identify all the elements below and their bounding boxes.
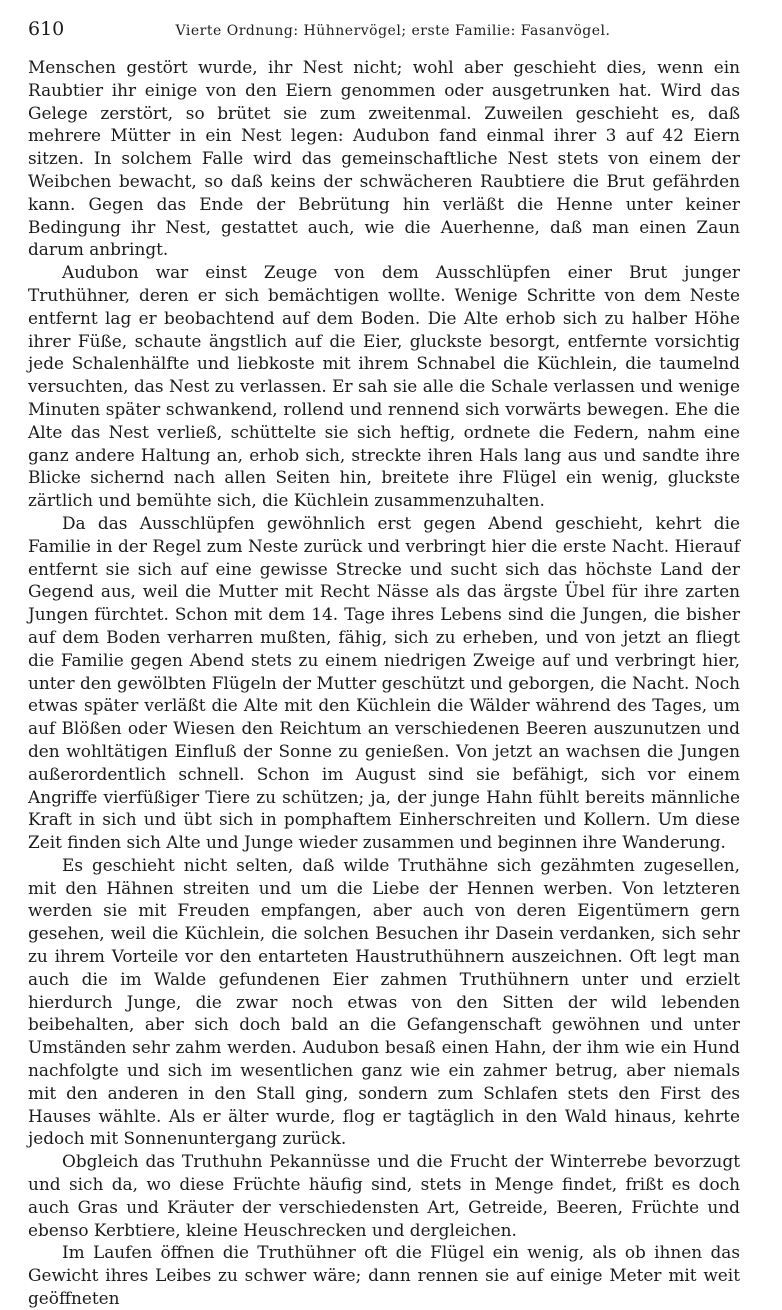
paragraph: Audubon war einst Zeuge von dem Ausschlüpfen einer Brut junger Truthühner, deren er sich bemächtigen wollte. Wenige Schritte von dem Neste entfernt lag er beobachtend auf dem Boden. Die Alte erhob sich zu halber Höhe ihrer Füße, schaute ängstlich auf die Eier, gluckste besorgt, entfernte vorsichtig jede Schalenhälfte und liebkoste mit ihrem Schnabel die Küchlein, die taumelnd versuchten, das Nest zu verlassen. Er sah sie alle die Schale verlassen und wenige Minuten später schwankend, rollend und rennend sich vorwärts bewegen. Ehe die Alte das Nest verließ, schüttelte sie sich heftig, ordnete die Federn, nahm eine ganz andere Haltung an, erhob sich, streckte ihren Hals lang aus und sandte ihre Blicke sichernd nach allen Seiten hin, breitete ihre Flügel ein wenig, gluckste zärtlich und bemühte sich, die Küchlein zusammenzuhalten. [28, 262, 740, 511]
page-header [28, 18, 758, 48]
paragraph: Obgleich das Truthuhn Pekannüsse und die Frucht der Winterrebe bevorzugt und sich da, wo diese Früchte häufig sind, stets in Menge findet, frißt es doch auch Gras und Kräuter der verschiedensten Art, Getreide, Beeren, Früchte und ebenso Kerbtiere, kleine Heuschrecken und dergleichen. [28, 1151, 740, 1240]
body-text [28, 56, 740, 1310]
paragraph: Im Laufen öffnen die Truthühner oft die Flügel ein wenig, als ob ihnen das Gewicht ihres Leibes zu schwer wäre; dann rennen sie auf einige Meter mit weit geöffneten [28, 1242, 740, 1309]
page-number: 610 [28, 18, 65, 40]
paragraph-continued: Menschen gestört wurde, ihr Nest nicht; wohl aber geschieht dies, wenn ein Raubtier ihr einige von den Eiern genommen oder ausgetrunken hat. Wird das Gelege zerstört, so brütet sie zum zweitenmal. Zuweilen geschieht es, daß mehrere Mütter in ein Nest legen: Audubon fand einmal ihrer 3 auf 42 Eiern sitzen. In solchem Falle wird das gemeinschaftliche Nest stets von einem der Weibchen bewacht, so daß keins der schwächeren Raubtiere die Brut gefährden kann. Gegen das Ende der Bebrütung hin verläßt die Henne unter keiner Bedingung ihr Nest, gestattet auch, wie die Auerhenne, daß man einen Zaun darum anbringt. [28, 57, 740, 260]
paragraph: Es geschieht nicht selten, daß wilde Truthähne sich gezähmten zugesellen, mit den Hähnen streiten und um die Liebe der Hennen werben. Von letzteren werden sie mit Freuden empfangen, aber auch von deren Eigentümern gern gesehen, weil die Küchlein, die solchen Besuchen ihr Dasein verdanken, sich sehr zu ihrem Vorteile vor den entarteten Haustruthühnern auszeichnen. Oft legt man auch die im Walde gefundenen Eier zahmen Truthühnern unter und erzielt hierdurch Junge, die zwar noch etwas von den Sitten der wild lebenden beibehalten, aber sich doch bald an die Gefangenschaft gewöhnen und unter Umständen sehr zahm werden. Audubon besaß einen Hahn, der ihm wie ein Hund nachfolgte und sich im wesentlichen ganz wie ein zahmer betrug, aber niemals mit den anderen in den Stall ging, sondern zum Schlafen stets den First des Hauses wählte. Als er älter wurde, flog er tagtäglich in den Wald hinaus, kehrte jedoch mit Sonnenuntergang zurück. [28, 854, 740, 1149]
running-title: Vierte Ordnung: Hühnervögel; erste Familie: Fasanvögel. [175, 23, 611, 39]
paragraph: Da das Ausschlüpfen gewöhnlich erst gegen Abend geschieht, kehrt die Familie in der Regel zum Neste zurück und verbringt hier die erste Nacht. Hierauf entfernt sie sich auf eine gewisse Strecke und sucht sich das höchste Land der Gegend aus, weil die Mutter mit Recht Nässe als das ärgste Übel für ihre zarten Jungen fürchtet. Schon mit dem 14. Tage ihres Lebens sind die Jungen, die bisher auf dem Boden verharren mußten, fähig, sich zu erheben, und von jetzt an fliegt die Familie gegen Abend stets zu einem niedrigen Zweige auf und verbringt hier, unter den gewölbten Flügeln der Mutter geschützt und geborgen, die Nacht. Noch etwas später verläßt die Alte mit den Küchlein die Wälder während des Tages, um auf Blößen oder Wiesen den Reichtum an verschiedenen Beeren auszunutzen und den wohltätigen Einfluß der Sonne zu genießen. Von jetzt an wachsen die Jungen außerordentlich schnell. Schon im August sind sie befähigt, sich vor einem Angriffe vierfüßiger Tiere zu schützen; ja, der junge Hahn fühlt bereits männliche Kraft in sich und übt sich in pomphaftem Einherschreiten und Kollern. Um diese Zeit finden sich Alte und Junge wieder zusammen und beginnen ihre Wanderung. [28, 512, 740, 853]
